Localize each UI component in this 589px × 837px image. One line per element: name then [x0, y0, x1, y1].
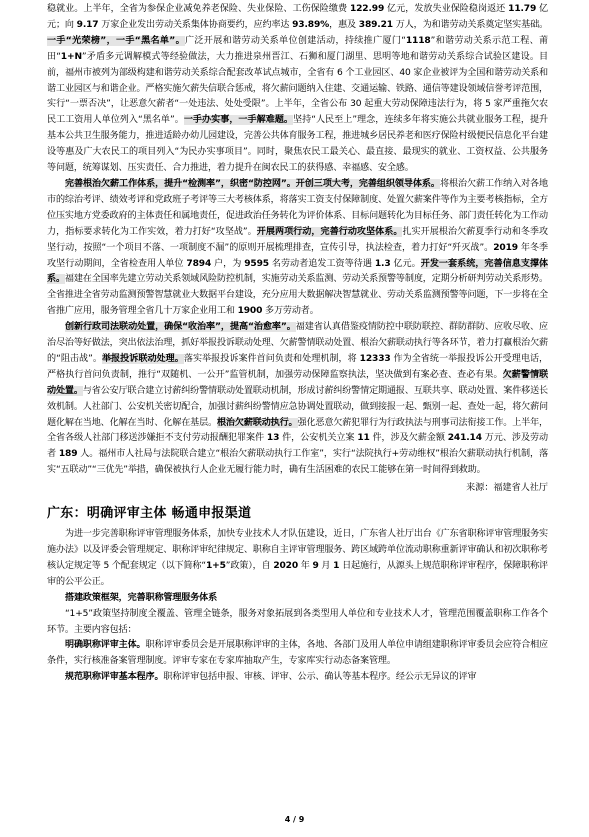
figure: 93.89% [292, 19, 330, 30]
figure: 9.17 [76, 19, 99, 30]
text-run: ”矛盾多元调解模式等经验做法，大力推进泉州晋江、石狮和厦门湖里、思明等地和谐劳动关系综合试验区建设。目前，福州市被列为部级构建和谐劳动关系综合配套改革试点城市，全省有 6 个工业园区、40 家企业被评为全国和谐劳动关系和谐工业园区与和谐企业。严格实施欠薪失信联合惩戒，将欠薪问题纳入住建、交通运输、铁路、通信等建设领域信誉考评范围，实行“一票否决”，让恶意欠薪者“一处违法、处处受限”。上半年，全省公布 30 起重大劳动保障违法行为，将 5 家严重拖欠农民工工资用人单位列入“黑名单”。 [47, 51, 548, 126]
figure: 1.3 [374, 258, 391, 269]
figure: 11 [357, 433, 370, 444]
text-run: 作为全省统一举报投诉公开受理电话，严格执行首问负责制，推行“双随机、一公开”监管机制，加强劳动保障监察执法，坚决做到有案必查、查必有果。 [47, 353, 548, 380]
text-run: 户，为 [211, 258, 245, 269]
text-run: 万元、涉及劳动者 [47, 433, 548, 460]
guangdong-paragraph-2 [47, 607, 548, 639]
figure: 1900 [237, 306, 263, 317]
highlighted-heading: 欠薪警情联动处置。 [47, 369, 548, 396]
text-run: ，惠及 [329, 19, 359, 30]
text-run: 福建省认真借鉴疫情防控中联防联控、群防群防、应收尽收、应治尽治等好做法，突出依法治理，抓好举报投诉联动处理、欠薪警情联动处置、根治欠薪联动执行等各环节，着力打赢根治欠薪的“阻击战”。 [47, 322, 548, 364]
guangdong-paragraph-1 [47, 527, 548, 591]
text-run: 名劳动者追发工资等待遇 [268, 258, 375, 269]
bold-heading: 规范职称评审基本程序。 [65, 672, 164, 683]
highlighted-heading: 一手“光荣榜”，一手“黑名单”。 [47, 35, 185, 46]
figure: 12333 [359, 353, 391, 364]
figure: 1+N [60, 51, 82, 62]
subheading: 搭建政策框架，完善职称管理服务体系 [65, 592, 218, 603]
text-run: 件，公安机关立案 [279, 433, 358, 444]
figure: 122.99 [349, 4, 385, 14]
page-content [47, 2, 548, 686]
highlighted-heading: 一手办实事，一手解难题。 [183, 115, 294, 126]
highlighted-heading: 开发一套系统，完善信息支撑体系。 [47, 258, 548, 285]
text-run: 亿元，发放失业保险稳岗返还 [384, 4, 509, 14]
text-run: 亿元；向 [47, 4, 548, 30]
text-run: 职称评审包括申报、审核、评审、公示、确认等基本程序。经公示无异议的评审 [163, 672, 477, 683]
fujian-paragraph-1 [47, 2, 548, 177]
text-run: 日起施行，从源头上规范职称评审程序，保障职称评审的公平公正。 [47, 560, 548, 587]
text-run: 将根治欠薪工作纳入对各地市的综治考评、绩效考评和党政班子考评等三大考核体系，将落实工资支付保障制度、处置欠薪案件等作为主要考核指标，全方位压实地方党委政府的主体责任和属地责任，促进政治任务转化为评价体系、目标问题转化为目标任务、部门责任转化为工作动力，指标要求转化为工作实效，着力打好“攻坚战”。 [47, 178, 549, 237]
text-run: ”和谐劳动关系示范工程、莆田“ [47, 35, 548, 62]
text-run: 年冬季攻坚行动期间，全省检查用人单位 [47, 242, 548, 269]
source-credit: 来源：福建省人社厅 [466, 483, 548, 494]
figure: 1118 [405, 35, 431, 46]
section-title: 广东：明确评审主体 畅通申报渠道 [47, 506, 252, 522]
text-run: 扎实开展根治欠薪夏季行动和冬季攻坚行动，按照“一个项目不落、一项制度不漏”的原则开展梳理排查，宣传引导，执法检查，着力打好“歼灭战”。 [47, 226, 548, 253]
text-run: 件，涉及欠薪金额 [369, 433, 448, 444]
text-run: 福建在全国率先建立劳动关系领域风险防控机制，实施劳动关系监测、劳动关系预警等制度，定期分析研判劳动关系形势。全省推进全省劳动监测预警智慧就业大数据平台建设，充分应用大数据解决智慧就业、劳动关系监测预警等问题，下一步将在全省推广应用，服务管理全省几十万家企业用工和 [47, 274, 549, 317]
fujian-paragraph-3 [47, 320, 548, 479]
guangdong-paragraph-4 [47, 670, 548, 686]
figure: 1+5 [205, 560, 226, 571]
page-number: 4 / 9 [284, 815, 305, 824]
text-run: 年 [298, 560, 313, 571]
text-run: 万家企业发出劳动关系集体协商要约，应约率达 [98, 19, 293, 30]
highlighted-heading: 完善根治欠薪工作体系，提升“检测率”，织密“防控网”。开创三项大考，完善组织领导体系。 [65, 178, 440, 189]
bold-heading: 明确职称评审主体。 [65, 640, 146, 651]
highlighted-heading: 举报投诉联动处理。 [101, 353, 184, 364]
figure: 2020 [273, 560, 299, 571]
text-run: 强化恶意欠薪犯罪行为行政执法与刑事司法衔接工作。上半年，全省各级人社部门移送涉嫌拒不支付劳动报酬犯罪案件 [47, 417, 548, 444]
figure: 1 [333, 560, 340, 571]
figure: 13 [266, 433, 280, 444]
highlighted-heading: 开展两项行动，完善行动攻坚体系。 [256, 226, 403, 237]
text-run: 坚持“人民至上”理念，连续多年将实施公共就业服务工程，提升基本公共卫生服务能力，推进适龄办幼儿园建设，完善公共体育服务工程，推进城乡居民养老和医疗保险村级便民信息化平台建设等惠及广大农民工的项目列入“为民办实事项目”。同时，聚焦农民工最关心、最直接、最现实的就业、工资权益、公共服务等问题，统筹谋划、压实责任、合力推进，着力提升在闽农民工的获得感、幸福感、安全感。 [47, 115, 548, 174]
highlighted-heading: 根治欠薪联动执行。 [216, 417, 298, 428]
text-run: 落实举报投诉案件首问负责和处理机制，将 [183, 353, 360, 364]
text-run: ”政策），自 [225, 560, 274, 571]
text-run: 为进一步完善职称评审管理服务体系，加快专业技术人才队伍建设，近日，广东省人社厅出台《广东省职称评审管理服务实施办法》以及评委会管理规定、职称评审纪律规定、职称自主评审管理服务、跨区域跨单位流动职称重新评审确认和初次职称考核认定规定等 5 个配套规定（以下简称“ [47, 529, 548, 571]
text-run: 月 [318, 560, 334, 571]
text-run: 人。福州市人社局与法院联合建立“根治欠薪联动执行工作室”，实行“法院执行+劳动维权”根治欠薪联动执行机制，落实“五联动”“三优先”举措，确保被执行人企业无履行能力时，确有生活困难的农民工能够在第一时间得到救助。 [47, 449, 549, 476]
text-run: 与省公安厅联合建立讨薪纠纷警情联动处置联动机制，形成讨薪纠纷警情定期通报、互联共享、联动处置、案件移送长效机制。人社部门、公安机关密切配合，加强讨薪纠纷警情应急协调处置联动，做到接报一起、甄别一起、查处一起，将欠薪问题化解在当地、化解在当时、化解在基层。 [47, 385, 549, 428]
guangdong-paragraph-3 [47, 638, 548, 670]
figure: 241.14 [447, 433, 482, 444]
text-run: 稳就业。上半年，全省为参保企业减免养老保险、失业保险、工伤保险缴费 [47, 4, 350, 14]
text-run: “1+5”政策坚持制度全覆盖、管理全链条，服务对象拓展到各类型用人单位和专业技术人才，管理范围覆盖职称工作各个环节。主要内容包括： [47, 608, 548, 635]
text-run: 多万劳动者。 [262, 306, 319, 317]
figure: 7894 [186, 258, 212, 269]
figure: 2019 [493, 242, 518, 253]
figure: 189 [58, 449, 78, 460]
highlighted-heading: 创新行政司法联动处置，确保“收治率”，提高“治愈率”。 [65, 322, 296, 333]
figure: 389.21 [358, 19, 393, 30]
text-run: 职称评审委员会是开展职称评审的主体，各地、各部门及用人单位申请组建职称评审委员会应符合相应条件，实行核准备案管理制度。评审专家在专家库抽取产生，专家库实行动态备案管理。 [47, 640, 548, 667]
text-run: 万人，为和谐劳动关系奠定坚实基础。 [392, 19, 548, 30]
figure: 9 [312, 560, 319, 571]
text-run: 亿元。 [390, 258, 421, 269]
fujian-paragraph-2 [47, 177, 548, 320]
figure: 9595 [244, 258, 269, 269]
text-run: 广泛开展和谐劳动关系单位创建活动，持续推广厦门“ [185, 35, 406, 46]
figure: 11.79 [508, 4, 537, 14]
